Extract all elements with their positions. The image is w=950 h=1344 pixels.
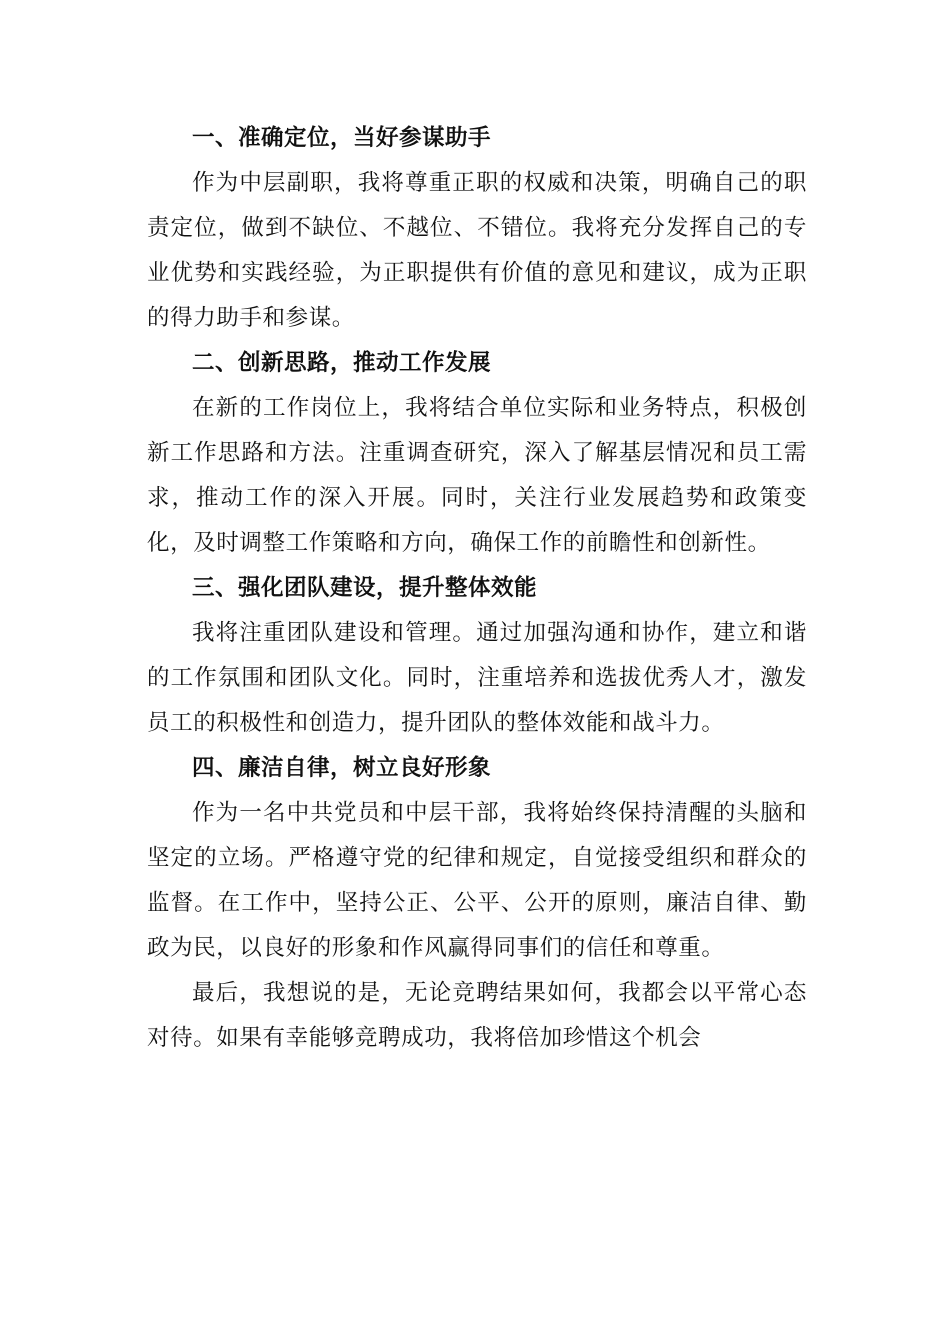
section-team-building: [147, 566, 807, 746]
section-integrity: [147, 746, 807, 971]
closing-paragraph: 最后，我想说的是，无论竞聘结果如何，我都会以平常心态对待。如果有幸能够竞聘成功，我将倍加珍惜这个机会: [147, 980, 807, 1051]
section-heading: 三、强化团队建设，提升整体效能: [192, 575, 538, 601]
section-paragraph: 我将注重团队建设和管理。通过加强沟通和协作，建立和谐的工作氛围和团队文化。同时，注重培养和选拔优秀人才，激发员工的积极性和创造力，提升团队的整体效能和战斗力。: [147, 620, 807, 736]
section-heading: 二、创新思路，推动工作发展: [192, 350, 492, 376]
section-paragraph: 作为中层副职，我将尊重正职的权威和决策，明确自己的职责定位，做到不缺位、不越位、不错位。我将充分发挥自己的专业优势和实践经验，为正职提供有价值的意见和建议，成为正职的得力助手和参谋。: [147, 170, 807, 331]
section-heading: 四、廉洁自律，树立良好形象: [192, 755, 492, 781]
section-paragraph: 作为一名中共党员和中层干部，我将始终保持清醒的头脑和坚定的立场。严格遵守党的纪律和规定，自觉接受组织和群众的监督。在工作中，坚持公正、公平、公开的原则，廉洁自律、勤政为民，以良好的形象和作风赢得同事们的信任和尊重。: [147, 800, 807, 961]
section-paragraph: 在新的工作岗位上，我将结合单位实际和业务特点，积极创新工作思路和方法。注重调查研究，深入了解基层情况和员工需求，推动工作的深入开展。同时，关注行业发展趋势和政策变化，及时调整工作策略和方向，确保工作的前瞻性和创新性。: [147, 395, 807, 556]
section-positioning: [147, 116, 807, 341]
section-innovation: [147, 341, 807, 566]
section-heading: 一、准确定位，当好参谋助手: [192, 125, 492, 151]
document-page: [147, 116, 807, 1061]
